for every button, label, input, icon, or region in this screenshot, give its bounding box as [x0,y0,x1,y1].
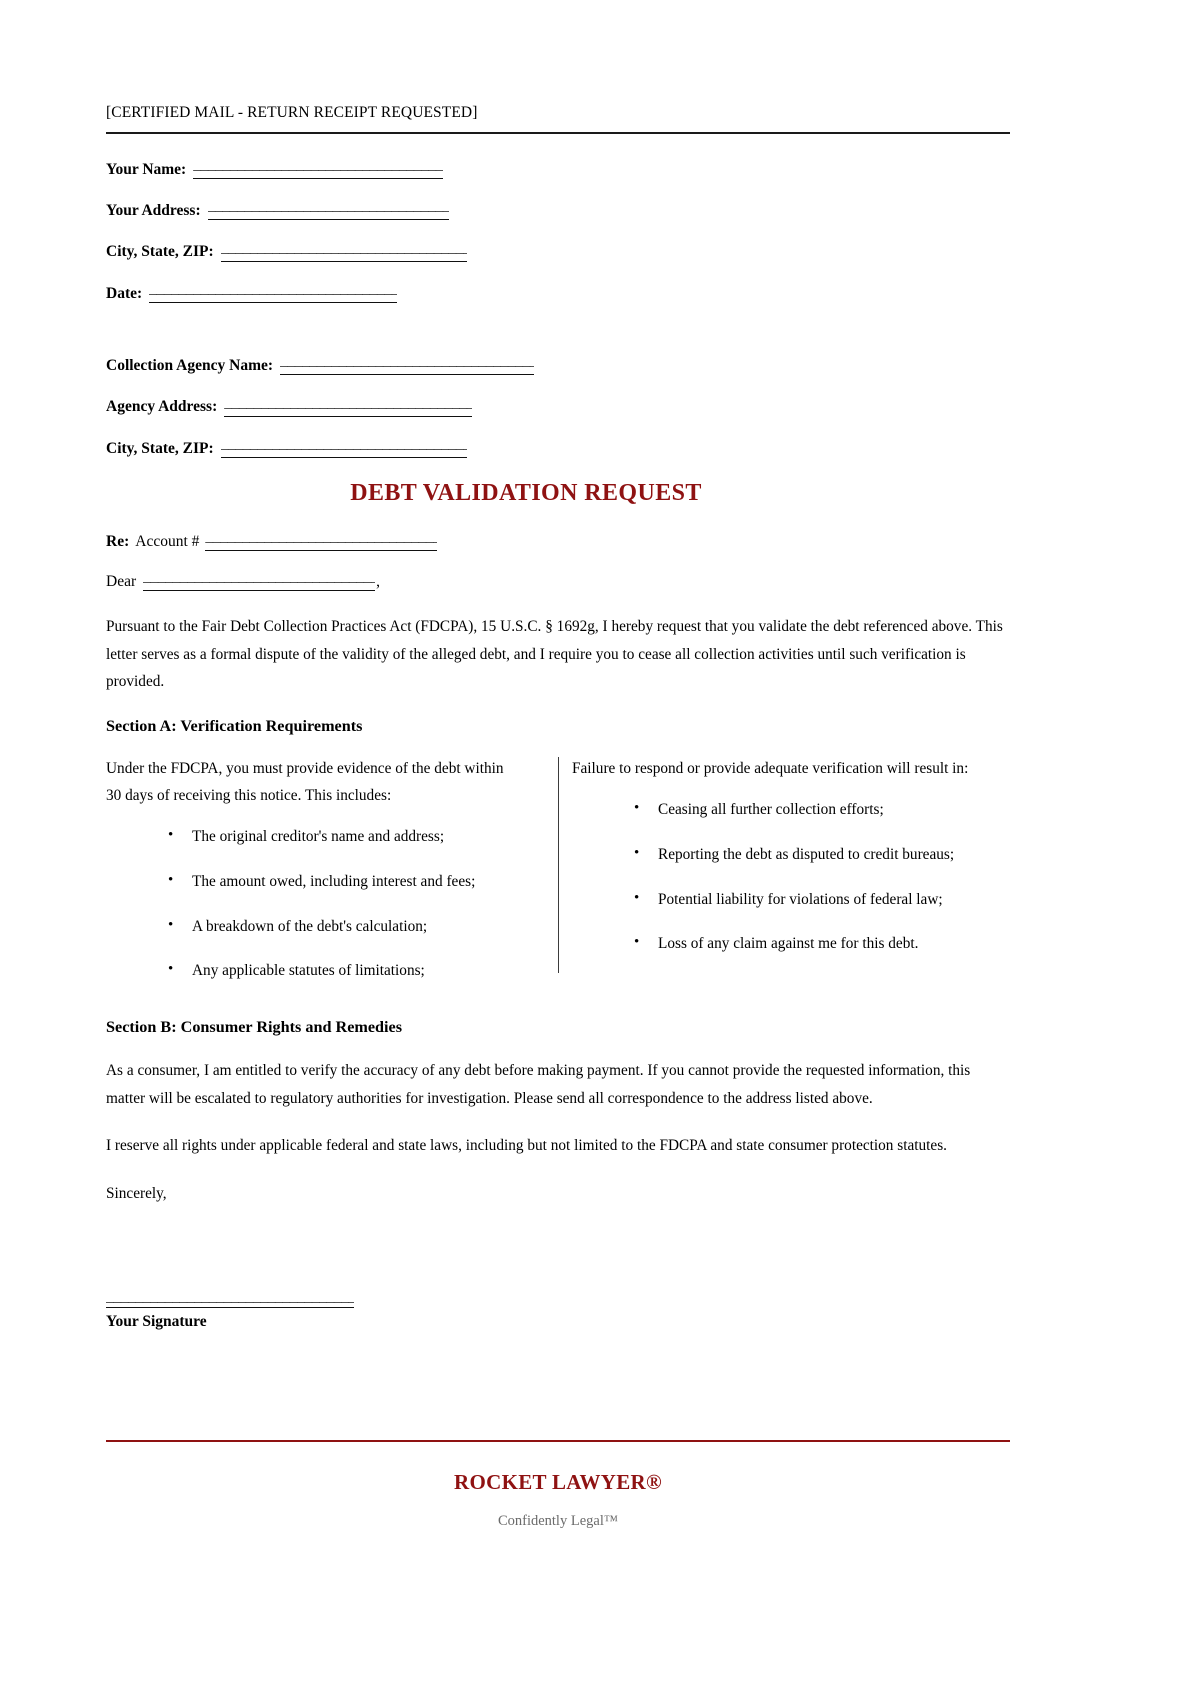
signature-space [106,1227,1010,1293]
salutation-line [106,573,1010,591]
account-number-input[interactable] [205,534,437,551]
list-item: • Reporting the debt as disputed to credit bureaus; [634,843,1010,867]
section-a-left-column [106,755,558,983]
sender-city-state-zip-input[interactable] [221,245,467,262]
intro-paragraph: Pursuant to the Fair Debt Collection Practices Act (FDCPA), 15 U.S.C. § 1692g, I hereby request that you validate the debt referenced above. This letter serves as a formal dispute of the validity of the alleged debt, and I require you to cease all collection activities until such verification is provided. [106,618,1003,691]
signature-label: Your Signature [106,1313,207,1331]
section-a-columns [106,755,1010,983]
column-divider [558,757,559,973]
brand-name: ROCKET LAWYER® [454,1470,662,1494]
field-your-address [106,201,1010,220]
your-name-input[interactable] [193,162,443,179]
field-label: Your Address: [106,201,201,219]
header-divider [106,132,1010,134]
your-address-input[interactable] [208,203,449,220]
certified-mail-notice: [CERTIFIED MAIL - RETURN RECEIPT REQUESTED] [106,104,478,121]
list-item: • A breakdown of the debt's calculation; [168,915,522,939]
closing-sincerely: Sincerely, [106,1184,167,1202]
field-collection-agency-name [106,356,1010,375]
list-item: • Any applicable statutes of limitations; [168,959,522,983]
agency-address-input[interactable] [224,400,472,417]
section-b-paragraph-1: As a consumer, I am entitled to verify the accuracy of any debt before making payment. If you cannot provide the requested information, this matter will be escalated to regulatory authorities for investigation. Please send all correspondence to the address listed above. [106,1062,971,1107]
field-city-state-zip-sender [106,242,1010,261]
page-title: DEBT VALIDATION REQUEST [350,480,702,507]
section-a-right-list [572,798,1010,956]
section-a-heading: Section A: Verification Requirements [106,716,363,735]
reference-line [106,533,1010,551]
salutation-name-input[interactable] [143,574,375,591]
date-input[interactable] [149,286,397,303]
section-a-left-intro: Under the FDCPA, you must provide evidence of the debt within 30 days of receiving this notice. This includes: [106,759,504,805]
list-item: • The original creditor's name and address; [168,825,522,849]
salutation-word: Dear [106,573,137,591]
field-label: Collection Agency Name: [106,357,274,375]
field-label: City, State, ZIP: [106,439,214,457]
field-label: Your Name: [106,160,187,178]
block-spacer [106,325,1010,356]
list-item: • The amount owed, including interest and fees; [168,870,522,894]
agency-city-state-zip-input[interactable] [221,441,467,458]
field-label: City, State, ZIP: [106,243,214,261]
section-a-right-column [558,755,1010,983]
reference-prefix: Re: [106,533,130,551]
field-date [106,284,1010,303]
page-footer [106,1440,1010,1530]
field-agency-address [106,397,1010,416]
list-item: • Ceasing all further collection efforts; [634,798,1010,822]
list-item: • Potential liability for violations of federal law; [634,888,1010,912]
field-your-name [106,160,1010,179]
footer-divider [106,1440,1010,1442]
signature-input[interactable] [106,1293,354,1308]
list-item: • Loss of any claim against me for this debt. [634,932,1010,956]
brand-tagline: Confidently Legal™ [497,1513,619,1529]
collection-agency-name-input[interactable] [280,358,534,375]
field-label: Date: [106,284,143,302]
salutation-comma: , [376,573,380,591]
section-a-left-list [106,825,522,983]
field-city-state-zip-agency [106,439,1010,458]
section-b-paragraph-2: I reserve all rights under applicable federal and state laws, including but not limited to the FDCPA and state consumer protection statutes. [106,1137,947,1155]
reference-label: Account # [135,533,200,551]
field-label: Agency Address: [106,398,218,416]
section-a-right-intro: Failure to respond or provide adequate verification will result in: [572,759,969,777]
section-b-heading: Section B: Consumer Rights and Remedies [106,1018,403,1037]
